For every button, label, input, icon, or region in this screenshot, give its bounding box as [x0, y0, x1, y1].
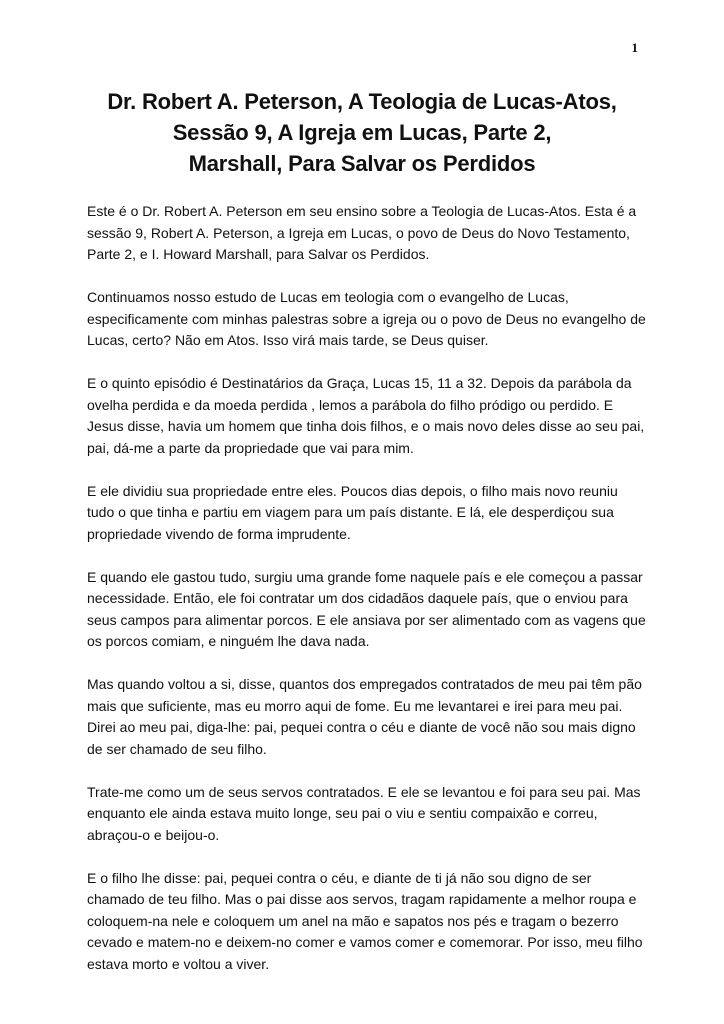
paragraph-8: E o filho lhe disse: pai, pequei contra o céu, e diante de ti já não sou digno de ser chamado de teu filho. Mas o pai disse aos servos, tragam rapidamente a melhor roupa e coloquem-na nele e coloquem um anel na mão e sapatos nos pés e tragam o bezerro cevado e matem-no e deixem-no comer e vamos comer e comemorar. Por isso, meu filho estava morto e voltou a viver.	[87, 869, 643, 972]
document-title	[60, 86, 664, 179]
paragraph-1: Este é o Dr. Robert A. Peterson em seu ensino sobre a Teologia de Lucas-Atos. Esta é a sessão 9, Robert A. Peterson, a Igreja em Lucas, o povo de Deus do Novo Testamento, Parte 2, e I. Howard Marshall, para Salvar os Perdidos.	[87, 203, 637, 262]
paragraph-7: Trate-me como um de seus servos contratados. E ele se levantou e foi para seu pai. Mas enquanto ele ainda estava muito longe, seu pai o viu e sentiu compaixão e correu, abraçou-o e beijou-o.	[87, 783, 641, 843]
page-number: 1	[631, 40, 638, 55]
title-line-3: Marshall, Para Salvar os Perdidos	[188, 151, 536, 176]
paragraph-4: E ele dividiu sua propriedade entre eles. Poucos dias depois, o filho mais novo reuniu tudo o que tinha e partiu em viagem para um país distante. E lá, ele desperdiçou sua propriedade vivendo de forma imprudente.	[87, 482, 618, 542]
document-body	[87, 201, 647, 997]
paragraph-3: E o quinto episódio é Destinatários da Graça, Lucas 15, 11 a 32. Depois da parábola da ovelha perdida e da moeda perdida , lemos a parábola do filho pródigo ou perdido. E Jesus disse, havia um homem que tinha dois filhos, e o mais novo deles disse ao seu pai, pai, dá-me a parte da propriedade que vai para mim.	[87, 375, 645, 456]
paragraph-5: E quando ele gastou tudo, surgiu uma grande fome naquele país e ele começou a passar necessidade. Então, ele foi contratar um dos cidadãos daquele país, que o enviou para seus campos para alimentar porcos. E ele ansiava por ser alimentado com as vagens que os porcos comiam, e ninguém lhe dava nada.	[87, 568, 646, 649]
title-line-1: Dr. Robert A. Peterson, A Teologia de Lucas-Atos,	[107, 89, 617, 114]
paragraph-2: Continuamos nosso estudo de Lucas em teologia com o evangelho de Lucas, especificamente com minhas palestras sobre a igreja ou o povo de Deus no evangelho de Lucas, certo? Não em Atos. Isso virá mais tarde, se Deus quiser.	[87, 289, 646, 348]
title-line-2: Sessão 9, A Igreja em Lucas, Parte 2,	[172, 120, 552, 145]
paragraph-6: Mas quando voltou a si, disse, quantos dos empregados contratados de meu pai têm pão mais que suficiente, mas eu morro aqui de fome. Eu me levantarei e irei para meu pai. Direi ao meu pai, diga-lhe: pai, pequei contra o céu e diante de você não sou mais digno de ser chamado de seu filho.	[87, 676, 642, 757]
